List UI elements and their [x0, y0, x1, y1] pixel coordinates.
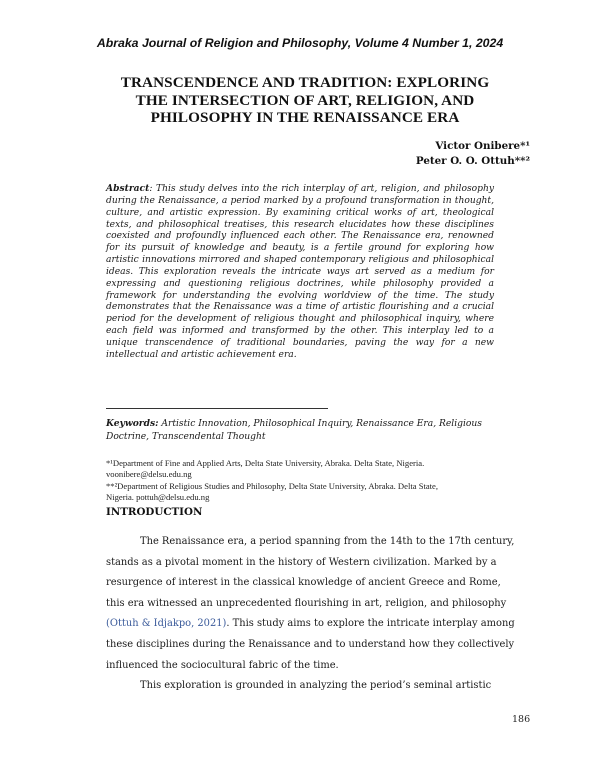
- title-line: TRANSCENDENCE AND TRADITION: EXPLORING: [120, 74, 490, 91]
- keywords-label: Keywords:: [106, 418, 159, 429]
- citation-link[interactable]: (Ottuh & Idjakpo, 2021): [106, 618, 227, 630]
- footnote-email: voonibere@delsu.edu.ng: [106, 469, 192, 480]
- article-title: [90, 74, 520, 127]
- author-name: Peter O. O. Ottuh**²: [415, 155, 530, 167]
- abstract: [106, 183, 494, 362]
- body-line: resurgence of interest in the classical knowledge of ancient Greece and Rome,: [106, 577, 501, 589]
- body-text-fragment: . This study aims to explore the intricate interplay among: [226, 618, 515, 630]
- journal-header: Abraka Journal of Religion and Philosophy, Volume 4 Number 1, 2024: [96, 36, 504, 50]
- body-line: this era witnessed an unprecedented flourishing in art, religion, and philosophy: [106, 597, 507, 609]
- keywords-text: Artistic Innovation, Philosophical Inquiry, Renaissance Era, Religious Doctrine, Transcendental Thought: [106, 419, 482, 442]
- body-line: The Renaissance era, a period spanning from the 14th to the 17th century,: [140, 536, 515, 547]
- author-list: [416, 139, 530, 169]
- footnote-line: **²Department of Religious Studies and Philosophy, Delta State University, Abraka. Delta State,: [106, 480, 439, 491]
- footnotes: [106, 458, 506, 503]
- keywords: [106, 418, 496, 443]
- section-heading: INTRODUCTION: [106, 506, 203, 518]
- body-text: [106, 532, 516, 697]
- body-line: influenced the sociocultural fabric of the time.: [106, 659, 339, 671]
- title-line: THE INTERSECTION OF ART, RELIGION, AND: [135, 91, 475, 109]
- abstract-text: : This study delves into the rich interplay of art, religion, and philosophy during the Renaissance, a period marked by a profound transformation in thought, culture, and artistic expression. By examining critical works of art, theological texts, and philosophical treatises, this research elucidates how these disciplines coexisted and profoundly influenced each other. The Renaissance era, renowned for its pursuit of knowledge and beauty, is a fertile ground for exploring how artistic innovations mirrored and shaped contemporary religious and philosophical ideas. This exploration reveals the intricate ways art served as a medium for expressing and questioning religious doctrines, while philosophy provided a framework for understanding the evolving worldview of the time. The study demonstrates that the Renaissance was a time of artistic flourishing and a crucial period for the development of religious thought and philosophical inquiry, where each field was informed and transformed by the other. This interplay led to a unique transcendence of traditional boundaries, paving the way for a new intellectual and artistic achievement era.: [106, 184, 494, 360]
- body-line: these disciplines during the Renaissance and to understand how they collectively: [106, 638, 515, 650]
- body-line-with-citation: [106, 614, 516, 635]
- abstract-label: Abstract: [106, 183, 150, 194]
- divider: [106, 408, 328, 409]
- body-line: This exploration is grounded in analyzing the period’s seminal artistic: [140, 680, 492, 692]
- footnote-email: Nigeria. pottuh@delsu.edu.ng: [106, 491, 210, 502]
- page-number: 186: [512, 714, 531, 725]
- title-line: PHILOSOPHY IN THE RENAISSANCE ERA: [150, 109, 460, 126]
- footnote-affiliation: [106, 481, 506, 504]
- footnote-line: *¹Department of Fine and Applied Arts, Delta State University, Abraka. Delta State, Nigeria.: [106, 458, 425, 468]
- body-line: stands as a pivotal moment in the history of Western civilization. Marked by a: [106, 556, 497, 568]
- footnote-affiliation: [106, 458, 506, 481]
- author-name: Victor Onibere*¹: [435, 140, 530, 152]
